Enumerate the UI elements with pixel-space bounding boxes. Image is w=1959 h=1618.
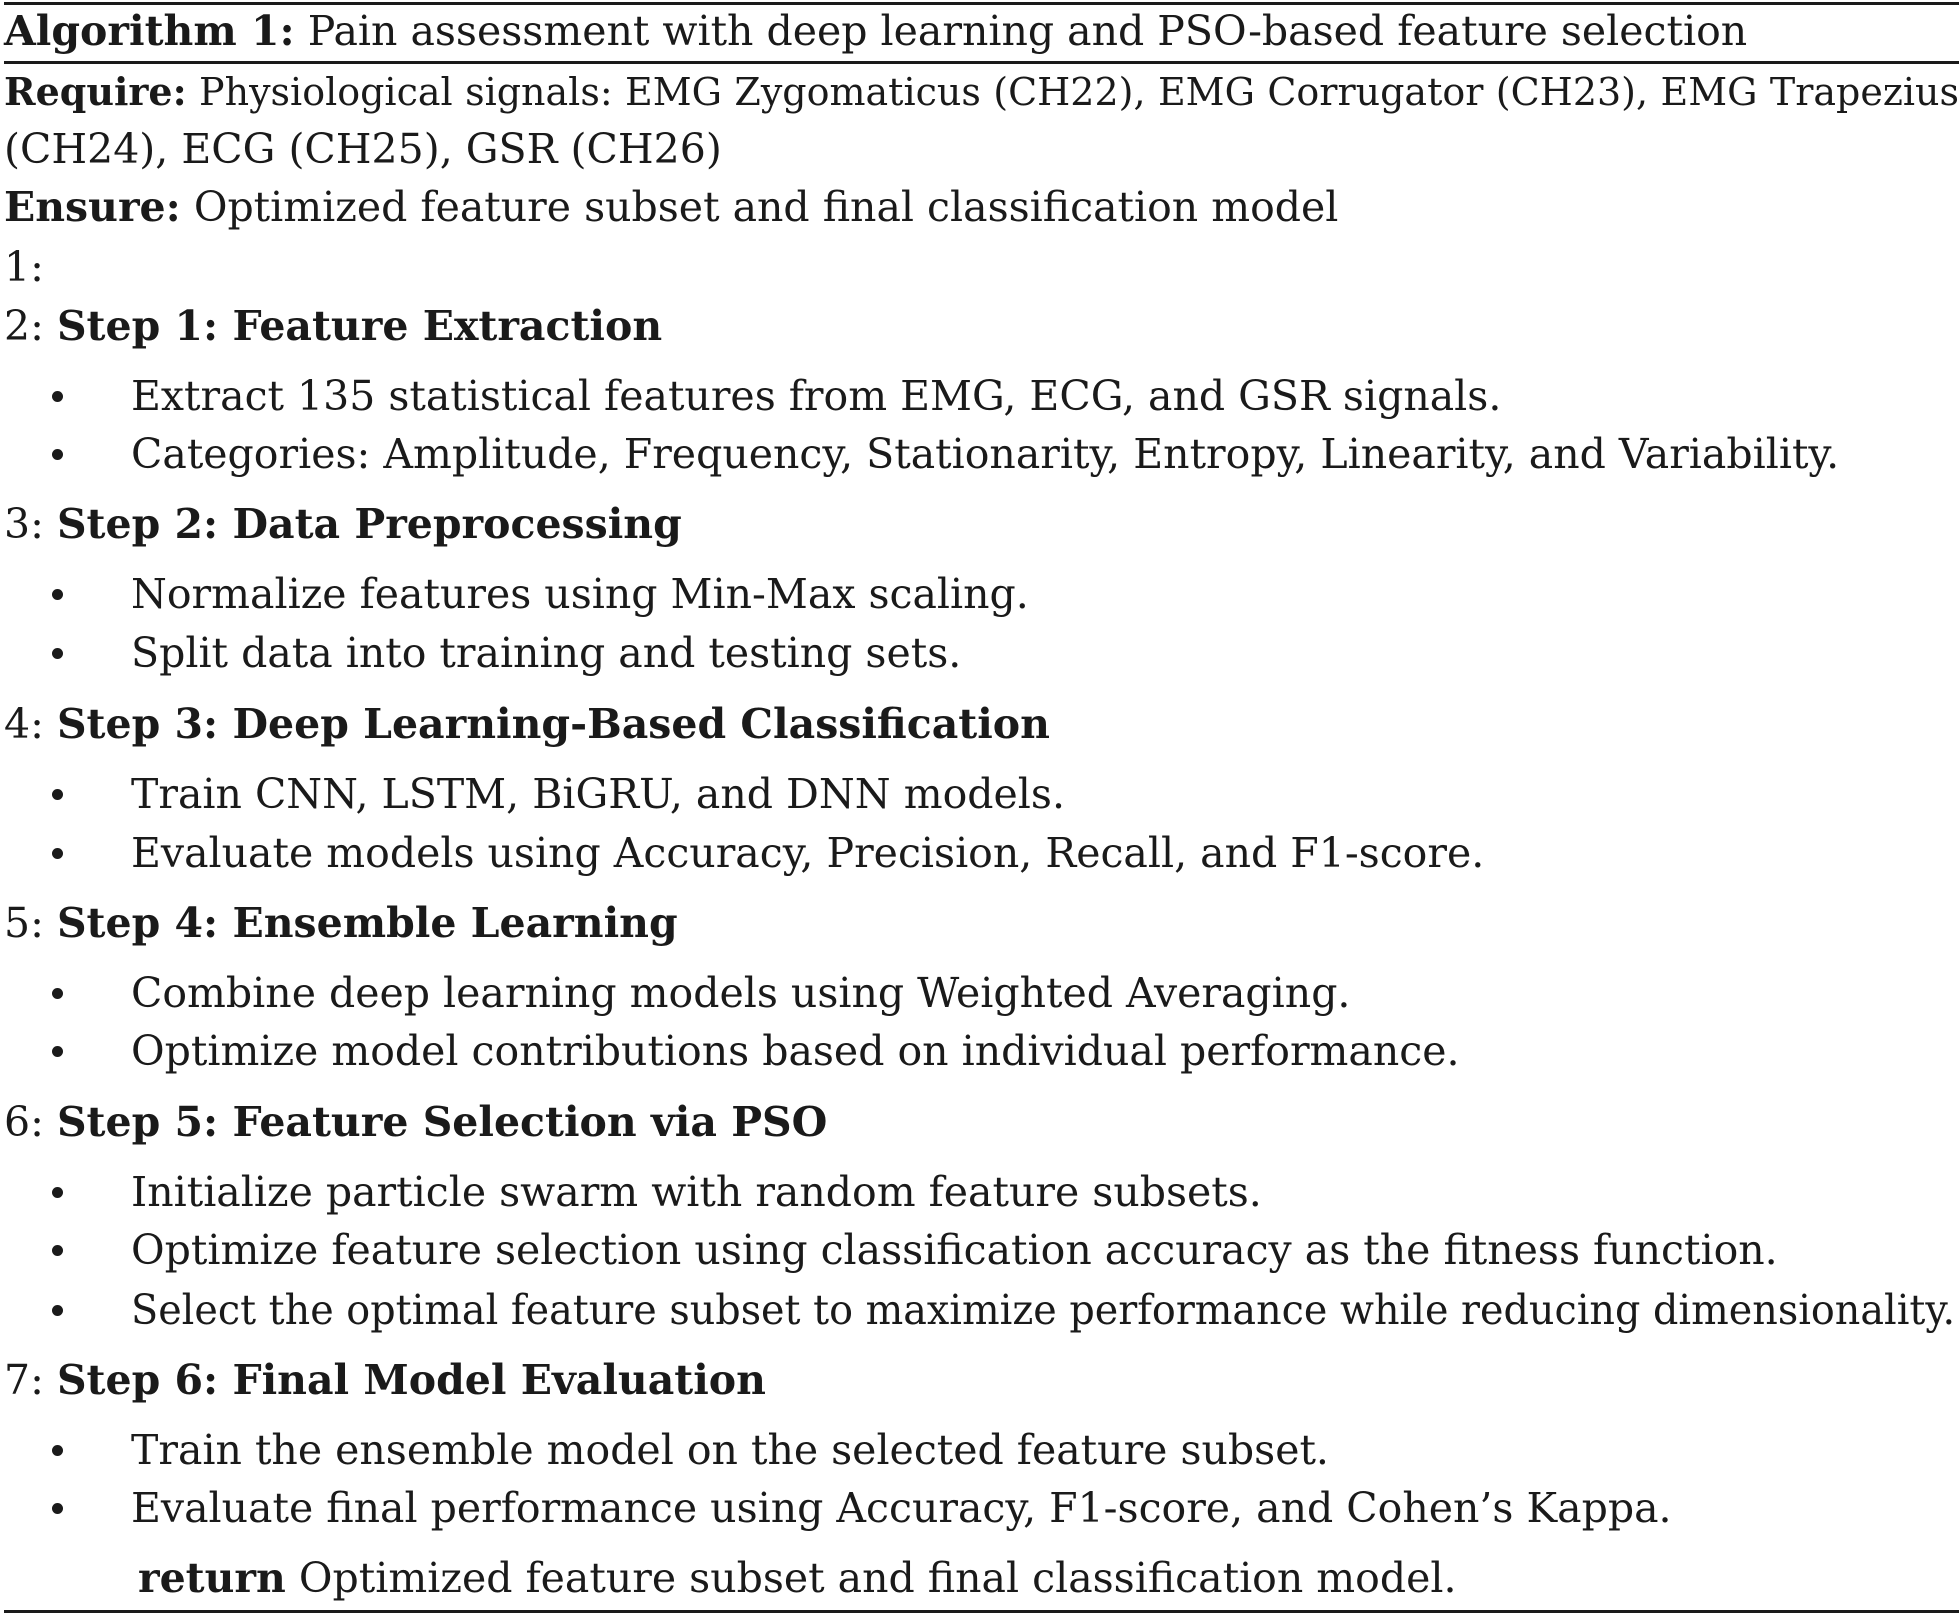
bullet-text: Evaluate models using Accuracy, Precision, Recall, and F1-score. <box>131 829 1485 877</box>
require-text-1: Physiological signals: EMG Zygomaticus (CH22), EMG Corrugator (CH23), EMG Trapezius <box>199 70 1959 114</box>
bullet-icon <box>52 789 63 800</box>
step-number: 3: <box>4 500 44 548</box>
bullet-text: Optimize feature selection using classification accuracy as the fitness function. <box>131 1226 1778 1274</box>
bullet-icon <box>52 848 63 859</box>
step-number: 2: <box>4 302 44 350</box>
step-number: 1: <box>4 243 44 291</box>
bullet-icon <box>52 1445 63 1456</box>
step-line-empty <box>4 239 1955 295</box>
ensure-line <box>4 179 1955 235</box>
step-title: Step 4: Ensemble Learning <box>56 899 678 947</box>
bullet-text: Train CNN, LSTM, BiGRU, and DNN models. <box>131 770 1065 818</box>
caption-text: Pain assessment with deep learning and PSO-based feature selection <box>307 7 1748 55</box>
bullet-icon <box>52 1245 63 1256</box>
step-number: 4: <box>4 700 44 748</box>
require-line-1 <box>4 64 1959 120</box>
algorithm-caption <box>4 3 1955 59</box>
return-line <box>138 1550 1457 1606</box>
caption-label: Algorithm 1: <box>4 7 295 55</box>
step-title: Step 6: Final Model Evaluation <box>56 1356 766 1404</box>
step-title: Step 3: Deep Learning-Based Classification <box>56 700 1050 748</box>
step-number: 6: <box>4 1098 44 1146</box>
bullet-text: Categories: Amplitude, Frequency, Stationarity, Entropy, Linearity, and Variability. <box>131 430 1840 478</box>
bullet-text: Train the ensemble model on the selected feature subset. <box>131 1426 1329 1474</box>
require-text-2: (CH24), ECG (CH25), GSR (CH26) <box>4 125 722 173</box>
bullet-icon <box>52 648 63 659</box>
step-heading <box>4 696 1955 752</box>
return-text: Optimized feature subset and final classification model. <box>298 1554 1457 1602</box>
bullet-icon <box>52 1503 63 1514</box>
step-heading <box>4 1094 1955 1150</box>
step-number: 7: <box>4 1356 44 1404</box>
bullet-icon <box>52 1305 63 1316</box>
bullet-text: Normalize features using Min-Max scaling. <box>131 570 1029 618</box>
bullet-text: Combine deep learning models using Weighted Averaging. <box>131 969 1351 1017</box>
bullet-text: Select the optimal feature subset to maximize performance while reducing dimensionality. <box>131 1286 1956 1334</box>
bullet-text: Optimize model contributions based on individual performance. <box>131 1027 1460 1075</box>
ensure-text: Optimized feature subset and final classification model <box>193 183 1339 231</box>
bullet-icon <box>52 589 63 600</box>
bullet-text: Evaluate final performance using Accuracy, F1-score, and Cohen’s Kappa. <box>131 1484 1672 1532</box>
bullet-text: Initialize particle swarm with random feature subsets. <box>131 1168 1262 1216</box>
bullet-icon <box>52 391 63 402</box>
step-title: Step 2: Data Preprocessing <box>56 500 682 548</box>
bullet-icon <box>52 449 63 460</box>
bullet-icon <box>52 1187 63 1198</box>
step-heading <box>4 298 1955 354</box>
bullet-text: Extract 135 statistical features from EMG, ECG, and GSR signals. <box>131 372 1502 420</box>
step-heading <box>4 496 1955 552</box>
step-title: Step 5: Feature Selection via PSO <box>56 1098 828 1146</box>
bullet-text: Split data into training and testing sets. <box>131 629 962 677</box>
bullet-icon <box>52 988 63 999</box>
step-title: Step 1: Feature Extraction <box>56 302 663 350</box>
step-number: 5: <box>4 899 44 947</box>
step-heading <box>4 895 1955 951</box>
bottom-rule <box>4 1610 1959 1613</box>
require-label: Require: <box>4 69 187 114</box>
bullet-icon <box>52 1046 63 1057</box>
require-line-2 <box>4 121 1955 177</box>
ensure-label: Ensure: <box>4 183 181 231</box>
step-heading <box>4 1352 1955 1408</box>
return-keyword: return <box>138 1554 286 1602</box>
